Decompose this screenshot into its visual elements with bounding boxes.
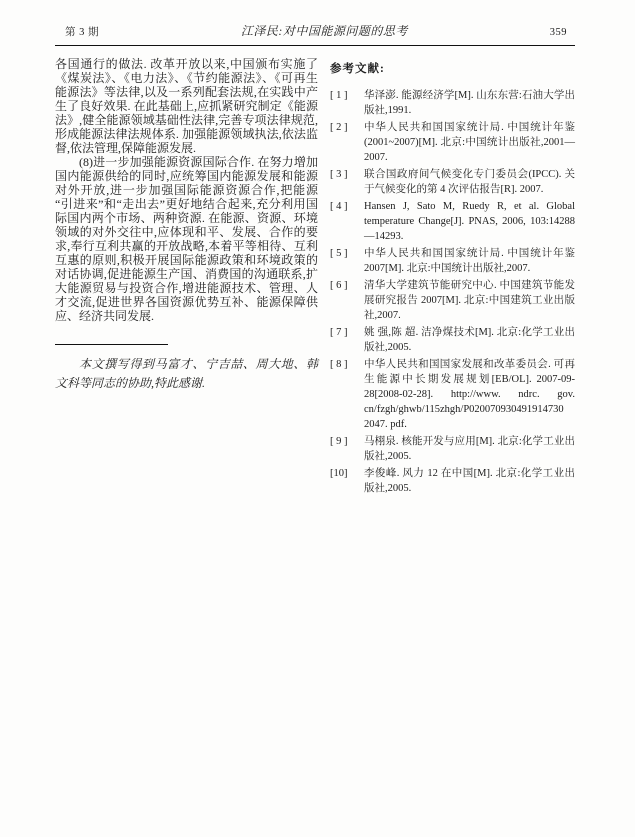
reference-text: 李俊峰. 风力 12 在中国[M]. 北京:化学工业出版社,2005. bbox=[364, 468, 575, 494]
reference-item bbox=[330, 88, 575, 118]
reference-text: 姚 强,陈 超. 洁净煤技术[M]. 北京:化学工业出版社,2005. bbox=[364, 327, 575, 353]
reference-text: 中华人民共和国国家发展和改革委员会. 可再生能源中长期发展规划[EB/OL]. 2007-09-28[2008-02-28]. http://www. ndrc. gov. cn/fzgh/ghwb/115zhgh/P020070930491914730 2047. pdf. bbox=[364, 359, 575, 430]
reference-text: 联合国政府间气候变化专门委员会(IPCC). 关于气候变化的第 4 次评估报告[R]. 2007. bbox=[364, 169, 575, 195]
reference-item bbox=[330, 434, 575, 464]
reference-text: 中华人民共和国国家统计局. 中国统计年鉴(2001~2007)[M]. 北京:中国统计出版社,2001—2007. bbox=[364, 122, 575, 163]
page-number: 359 bbox=[549, 27, 567, 38]
two-column-layout bbox=[55, 57, 575, 498]
running-head bbox=[55, 22, 575, 45]
reference-text: 华泽澎. 能源经济学[M]. 山东东营:石油大学出版社,1991. bbox=[364, 90, 575, 116]
reference-label: [10] bbox=[330, 468, 348, 479]
reference-label: [ 4 ] bbox=[330, 201, 348, 212]
reference-label: [ 8 ] bbox=[330, 359, 348, 370]
reference-text: 中华人民共和国国家统计局. 中国统计年鉴 2007[M]. 北京:中国统计出版社,2007. bbox=[364, 248, 575, 274]
reference-item bbox=[330, 246, 575, 276]
reference-label: [ 9 ] bbox=[330, 436, 348, 447]
reference-label: [ 5 ] bbox=[330, 248, 348, 259]
reference-item bbox=[330, 278, 575, 323]
reference-label: [ 3 ] bbox=[330, 169, 348, 180]
reference-label: [ 7 ] bbox=[330, 327, 348, 338]
body-paragraph-continuation: 各国通行的做法. 改革开放以来,中国颁布实施了《煤炭法》、《电力法》、《节约能源法》、《可再生能源法》等法律,以及一系列配套法规,在实践中产生了良好效果. 在此基础上,应抓紧研究制定《能源法》,健全能源领域基础性法律,完善专项法律规范,形成能源法律法规体系. 加强能源领域执法,依法监督,依法管理,保障能源发展. bbox=[55, 57, 318, 155]
reference-label: [ 2 ] bbox=[330, 122, 348, 133]
reference-text: 马栩泉. 核能开发与应用[M]. 北京:化学工业出版社,2005. bbox=[364, 436, 575, 462]
references-list bbox=[330, 88, 575, 496]
reference-label: [ 1 ] bbox=[330, 90, 348, 101]
reference-text: Hansen J, Sato M, Ruedy R, et al. Global temperature Change[J]. PNAS, 2006, 103:14288—14293. bbox=[364, 201, 575, 242]
reference-label: [ 6 ] bbox=[330, 280, 348, 291]
reference-item bbox=[330, 357, 575, 432]
reference-item bbox=[330, 167, 575, 197]
running-title: 江泽民:对中国能源问题的思考 bbox=[240, 24, 408, 38]
right-column bbox=[330, 57, 575, 498]
body-paragraph-8: (8)进一步加强能源资源国际合作. 在努力增加国内能源供给的同时,应统筹国内能源发展和能源对外开放,进一步加强国际能源资源合作,把能源“引进来”和“走出去”更好地结合起来,充分利用国际国内两个市场、两种资源. 在能源、资源、环境领域的对外交往中,应体现和平、发展、合作的要求,奉行互利共赢的开放战略,本着平等相待、互利互惠的原则,积极开展国际能源政策和环境政策的对话协调,促进能源生产国、消费国的沟通联系,扩大能源贸易与投资合作,增进能源技术、管理、人才交流,促进世界各国资源优势互补、能源保障供应、经济共同发展. bbox=[55, 155, 318, 323]
reference-text: 清华大学建筑节能研究中心. 中国建筑节能发展研究报告 2007[M]. 北京:中国建筑工业出版社,2007. bbox=[364, 280, 575, 321]
reference-item bbox=[330, 466, 575, 496]
reference-item bbox=[330, 199, 575, 244]
acknowledgement-footnote: 本文撰写得到马富才、宁吉喆、周大地、韩文科等同志的协助,特此感谢. bbox=[55, 357, 318, 390]
reference-item bbox=[330, 325, 575, 355]
reference-item bbox=[330, 120, 575, 165]
left-column bbox=[55, 57, 318, 498]
header-rule bbox=[55, 45, 575, 46]
footnote-rule bbox=[55, 344, 168, 345]
issue-label: 第 3 期 bbox=[65, 27, 99, 38]
references-heading: 参考文献: bbox=[330, 63, 385, 75]
